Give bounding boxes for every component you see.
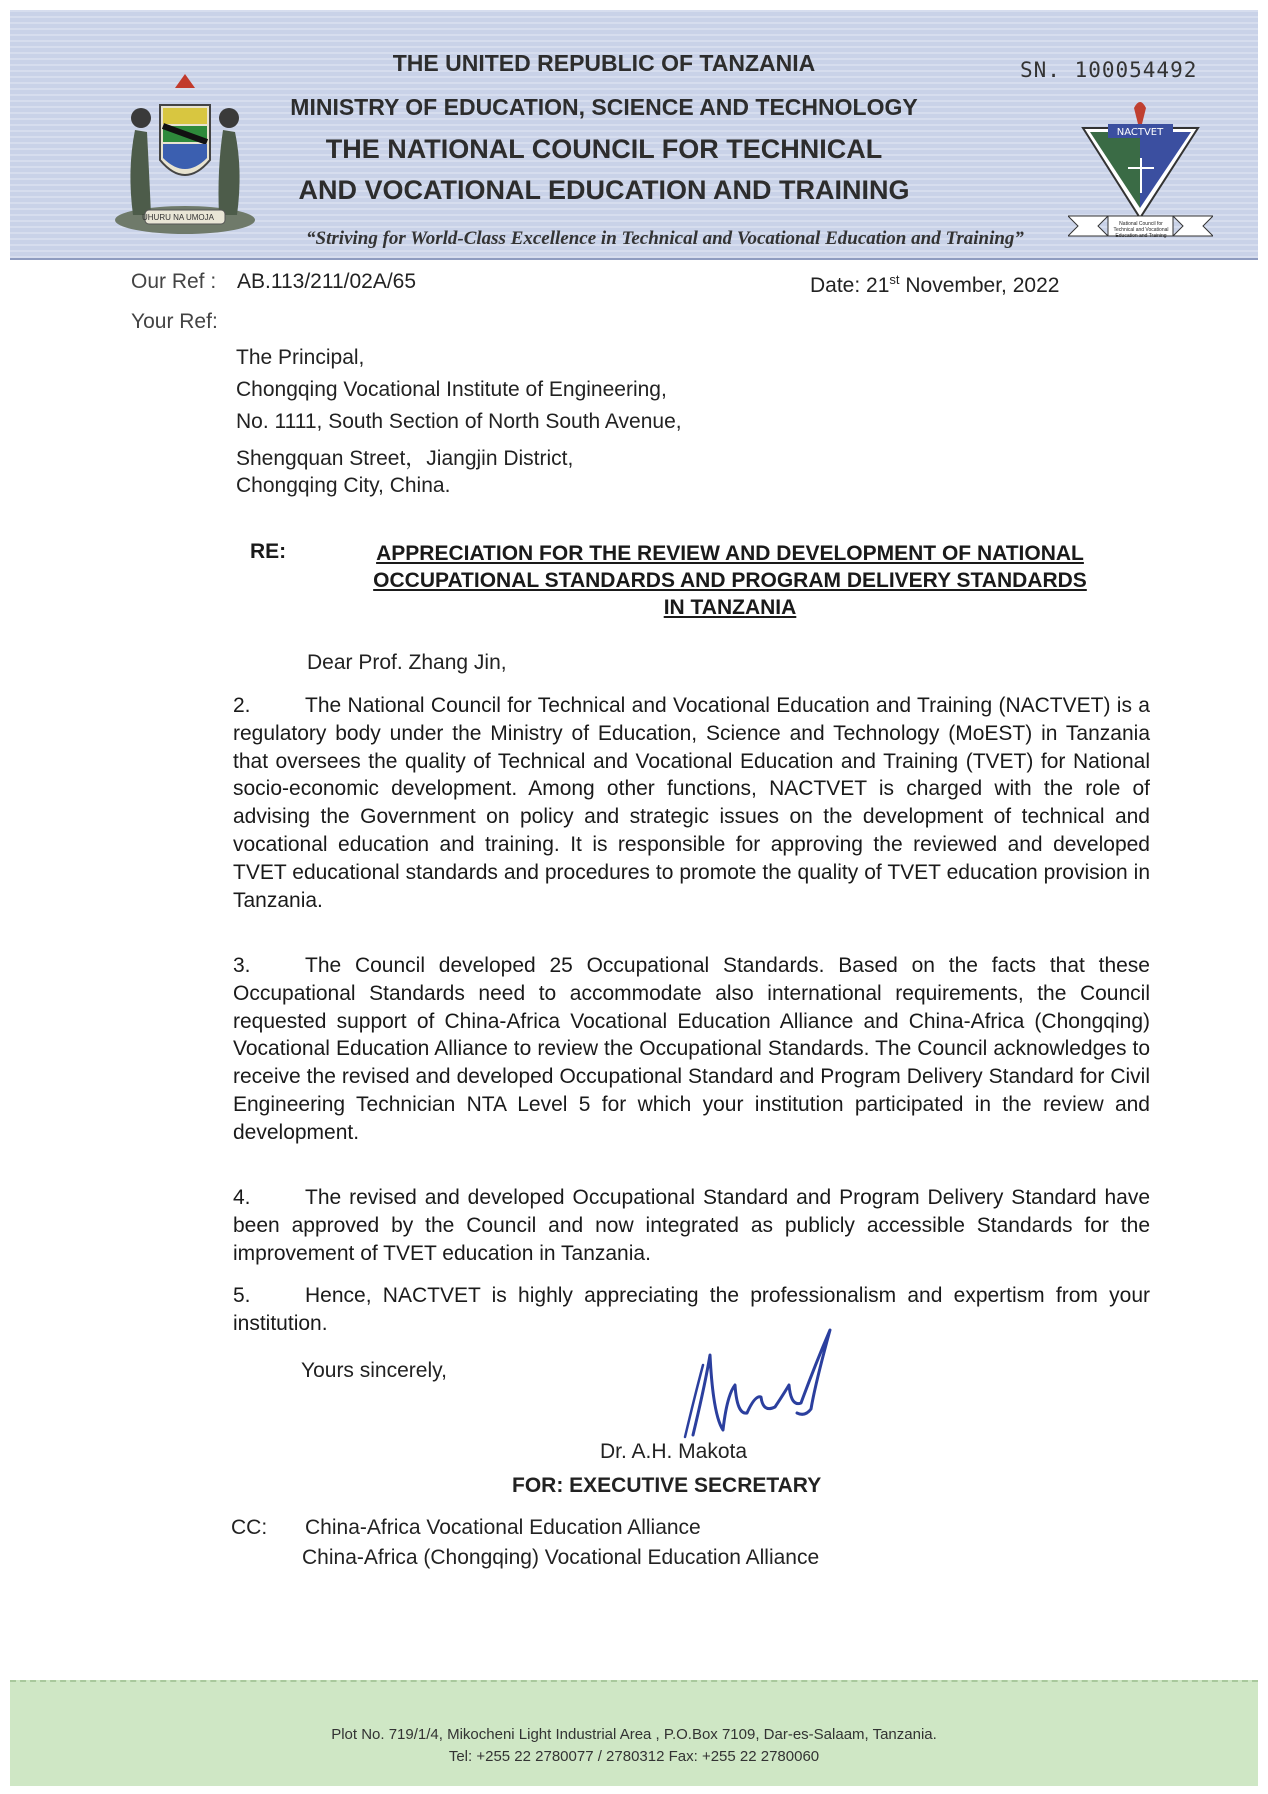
paragraph-number: 3. (233, 954, 251, 977)
our-ref-value: AB.113/211/02A/65 (237, 270, 417, 293)
subject-title (300, 540, 1160, 621)
paragraph-number: 5. (233, 1284, 251, 1307)
footer-phone: Tel: +255 22 2780077 / 2780312 Fax: +255 22 2780060 (448, 1748, 820, 1765)
salutation: Dear Prof. Zhang Jin, (307, 651, 507, 674)
date-rest: November, 2022 (899, 274, 1060, 297)
paragraph-2 (233, 692, 1150, 914)
paragraph-number: 4. (233, 1186, 251, 1209)
subject-line: OCCUPATIONAL STANDARDS AND PROGRAM DELIVERY STANDARDS (373, 569, 1087, 592)
cc-item: China-Africa Vocational Education Alliance (305, 1516, 701, 1539)
coat-motto (128, 213, 228, 222)
subject-label: RE: (250, 540, 287, 563)
paragraph-4 (233, 1184, 1150, 1267)
council-name-line1: THE NATIONAL COUNCIL FOR TECHNICAL (325, 134, 883, 164)
subject-line: IN TANZANIA (663, 596, 797, 619)
paragraph-text: The National Council for Technical and Vocational Education and Training (NACTVET) is a regulatory body under the Ministry of Education, Science and Technology (MoEST) in Tanzania that oversees the quality of Technical and Vocational Education and Training (TVET) for National socio-economic development. Among other functions, NACTVET is charged with the role of advising the Government on policy and strategic issues on the development of technical and vocational education and training. It is responsible for approving the reviewed and developed TVET educational standards and procedures to promote the quality of TVET education provision in Tanzania. (233, 694, 1150, 912)
coat-motto-text: UHURU NA UMOJA (141, 213, 214, 222)
footer (10, 1680, 1258, 1786)
address-line: No. 1111, South Section of North South Avenue, (236, 410, 682, 433)
serial-number: SN. 100054492 (1020, 58, 1198, 82)
address-line: The Principal, (236, 346, 365, 369)
cc-label: CC: (231, 1516, 268, 1539)
signature-icon (665, 1325, 845, 1445)
our-ref-label: Our Ref : (131, 270, 217, 293)
address-line: Shengquan Street，Jiangjin District, (236, 447, 574, 470)
paragraph-3 (233, 952, 1150, 1147)
signatory-title: FOR: EXECUTIVE SECRETARY (512, 1474, 822, 1497)
signatory-name: Dr. A.H. Makota (600, 1440, 748, 1463)
council-name-line2: AND VOCATIONAL EDUCATION AND TRAINING (298, 175, 910, 205)
logo-caption: National Council for Technical and Vocational Education and Training (1113, 221, 1169, 239)
paragraph-text: The revised and developed Occupational Standard and Program Delivery Standard have been approved by the Council and now integrated as publicly accessible Standards for the improvement of TVET education in Tanzania. (233, 1186, 1150, 1265)
paragraph-number: 2. (233, 694, 251, 717)
address-line: Chongqing City, China. (236, 474, 451, 497)
country-name: THE UNITED REPUBLIC OF TANZANIA (392, 50, 816, 76)
svg-text:NACTVET: NACTVET (1116, 127, 1164, 138)
paragraph-text: The Council developed 25 Occupational Standards. Based on the facts that these Occupational Standards need to accommodate also international requirements, the Council requested support of China-Africa Vocational Education Alliance and China-Africa (Chongqing) Vocational Education Alliance to review the Occupational Standards. The Council acknowledges to receive the revised and developed Occupational Standard and Program Delivery Standard for Civil Engineering Technician NTA Level 5 for which your institution participated in the review and development. (233, 954, 1150, 1144)
your-ref-label: Your Ref: (131, 310, 218, 333)
motto: “Striving for World-Class Excellence in Technical and Vocational Education and Training” (306, 228, 1024, 249)
paragraph-text: Hence, NACTVET is highly appreciating the professionalism and expertism from your institution. (233, 1284, 1150, 1335)
footer-address: Plot No. 719/1/4, Mikocheni Light Industrial Area , P.O.Box 7109, Dar-es-Salaam, Tanzania. (331, 1726, 937, 1743)
date-suffix: st (889, 272, 900, 287)
date (810, 272, 1059, 298)
ministry-name: MINISTRY OF EDUCATION, SCIENCE AND TECHNOLOGY (290, 94, 918, 120)
closing-sincerely: Yours sincerely, (301, 1359, 447, 1382)
cc-item: China-Africa (Chongqing) Vocational Education Alliance (302, 1546, 820, 1569)
subject-line: APPRECIATION FOR THE REVIEW AND DEVELOPMENT OF NATIONAL (376, 542, 1084, 565)
address-line: Chongqing Vocational Institute of Engineering, (236, 378, 667, 401)
date-label: Date: 21 (810, 274, 890, 297)
